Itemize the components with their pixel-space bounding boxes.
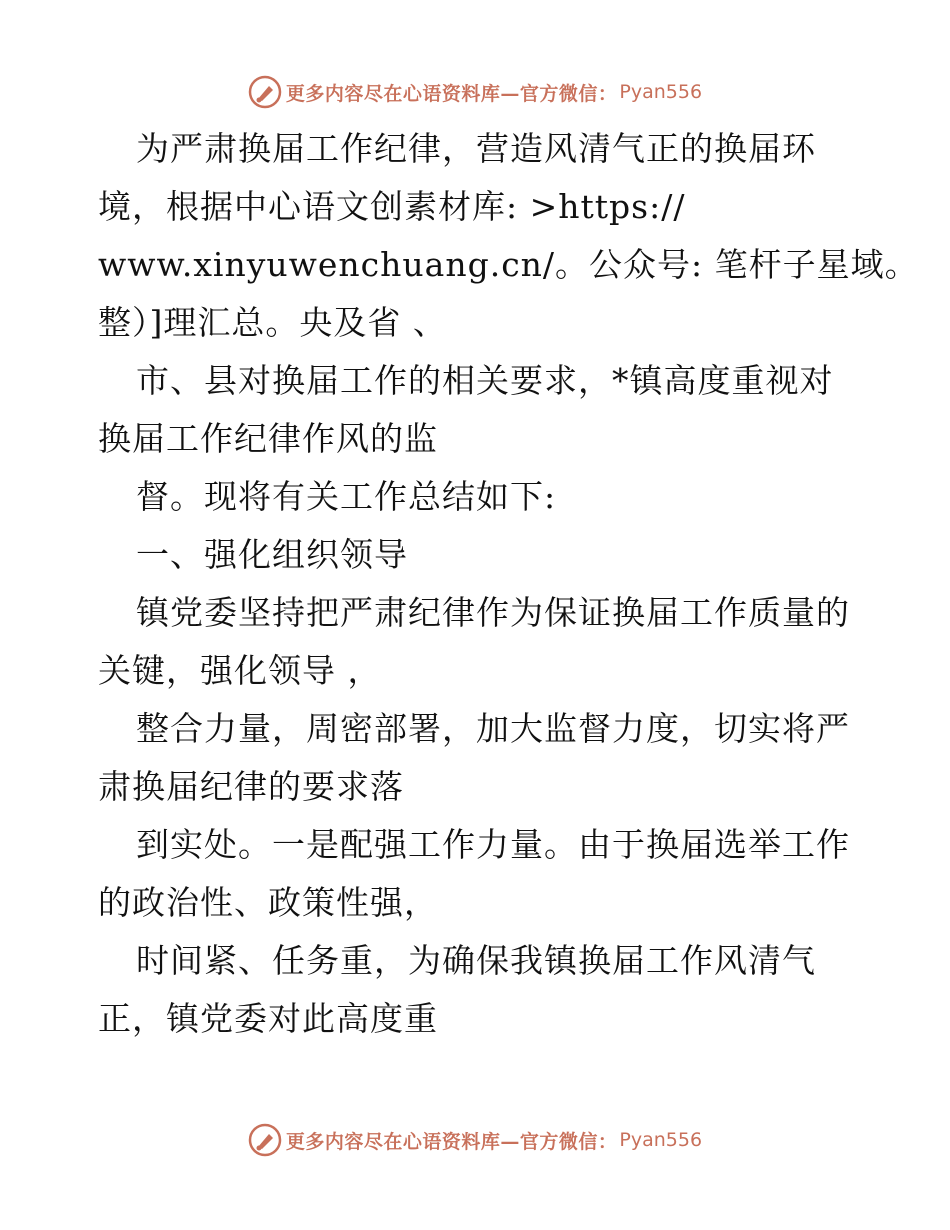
wechat-id: Pyan556 <box>619 1129 703 1151</box>
text-line: 为严肃换届工作纪律，营造风清气正的换届环 <box>136 129 816 168</box>
text-line: 境，根据中心语文创素材库: >https:// <box>98 187 686 226</box>
footer-watermark-banner <box>0 1120 950 1160</box>
promo-text: 更多内容尽在心语资料库—官方微信： <box>285 1130 618 1153</box>
text-line: 镇党委坚持把严肃纪律作为保证换届工作质量的 <box>136 593 850 632</box>
text-line: 到实处。一是配强工作力量。由于换届选举工作 <box>136 825 850 864</box>
text-line: 正，镇党委对此高度重 <box>98 999 438 1038</box>
text-line: 市、县对换届工作的相关要求，*镇高度重视对 <box>136 361 834 400</box>
header-watermark-banner <box>0 72 950 112</box>
text-line: 关键，强化领导 ， <box>98 651 382 690</box>
text-line: 时间紧、任务重，为确保我镇换届工作风清气 <box>136 941 816 980</box>
text-line: 督。现将有关工作总结如下: <box>136 477 557 516</box>
wechat-id: Pyan556 <box>619 81 703 103</box>
pen-nib-logo-icon <box>248 1123 282 1157</box>
text-line: 肃换届纪律的要求落 <box>98 767 404 806</box>
promo-text: 更多内容尽在心语资料库—官方微信： <box>285 82 618 105</box>
text-line: 的政治性、政策性强， <box>98 883 438 922</box>
text-line: 整）]理汇总。央及省 、 <box>98 303 447 342</box>
text-line: 换届工作纪律作风的监 <box>98 419 438 458</box>
document-body <box>98 120 919 1048</box>
section-heading: 一、强化组织领导 <box>136 535 408 574</box>
text-line: 整合力量，周密部署，加大监督力度，切实将严 <box>136 709 850 748</box>
pen-nib-logo-icon <box>248 75 282 109</box>
text-line: www.xinyuwenchuang.cn/。公众号: 笔杆子星域。 <box>98 245 919 284</box>
